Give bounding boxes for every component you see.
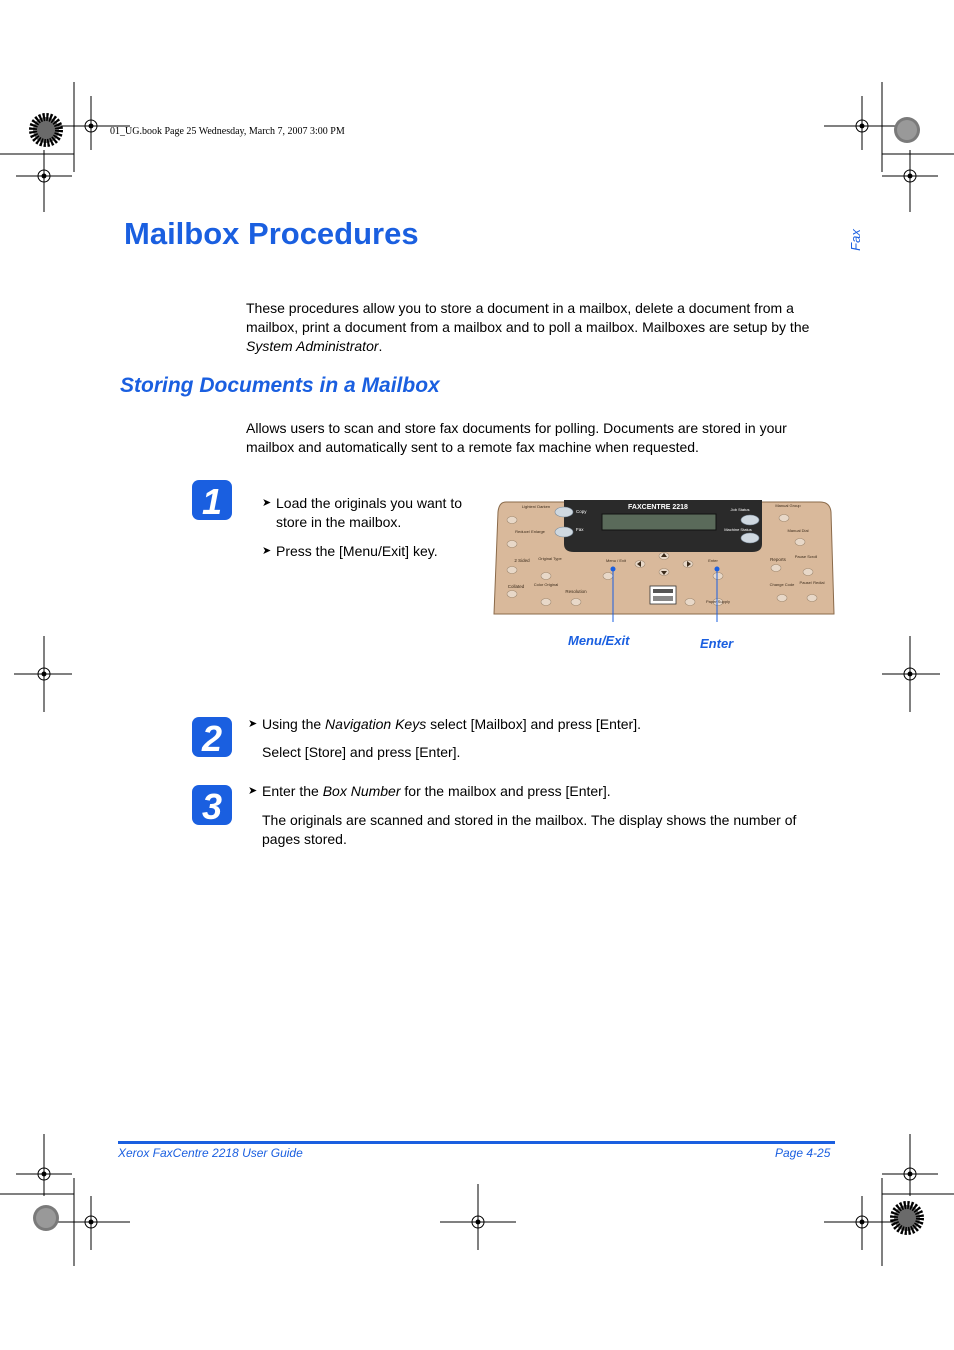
step-2-bullet	[248, 715, 838, 734]
intro-emphasis: System Administrator	[246, 338, 379, 354]
section-tab	[838, 222, 874, 258]
panel-two-sided-label: 2 Sided	[514, 558, 530, 563]
panel-manual-group-label: Manual Group	[775, 503, 801, 508]
step-3-bullet	[248, 782, 838, 801]
callout-menu-exit: Menu/Exit	[568, 633, 630, 648]
bullet-arrow-icon: ➤	[262, 497, 272, 509]
step-1-bullet-1	[262, 494, 472, 532]
step-1-bullet-2	[262, 542, 472, 561]
step-3-number: 3	[201, 786, 223, 825]
step-2-note: Select [Store] and press [Enter].	[262, 744, 461, 760]
step-2-number: 2	[201, 718, 223, 757]
panel-job-status-label: Job Status	[730, 507, 750, 512]
bullet-arrow-icon: ➤	[248, 785, 258, 797]
panel-original-type-label: Original Type	[538, 556, 562, 561]
panel-pause-redial-label: Pause/ Redial	[799, 580, 825, 585]
panel-color-original-label: Color Original	[533, 582, 559, 587]
step-1-number: 1	[201, 481, 223, 520]
footer-guide-title: Xerox FaxCentre 2218 User Guide	[118, 1146, 303, 1160]
intro-text: These procedures allow you to store a document in a mailbox, delete a document from a mailbox, print a document from a mailbox and to poll a mailbox. Mailboxes are setup by the	[246, 300, 810, 335]
panel-copy-label: Copy	[576, 509, 587, 514]
panel-model: FAXCENTRE 2218	[628, 504, 688, 511]
step-3-text: Enter the	[262, 783, 323, 799]
bullet-arrow-icon: ➤	[248, 718, 258, 730]
panel-lighten-label: Lighten/ Darken	[521, 504, 551, 509]
intro-end: .	[378, 338, 383, 354]
step-3-icon	[192, 785, 232, 825]
step-2-text: Using the	[262, 716, 326, 732]
footer-page-number: Page 4-25	[775, 1146, 831, 1160]
panel-reports-label: Reports	[770, 557, 786, 562]
panel-change-code-label: Change Code	[769, 582, 795, 587]
step-2-icon	[192, 717, 232, 757]
step-3-note: The originals are scanned and stored in the mailbox. The display shows the number of pages stored.	[262, 812, 797, 847]
intro-paragraph	[246, 299, 836, 356]
callout-enter: Enter	[700, 636, 734, 651]
panel-paper-supply-label: Paper Supply	[705, 599, 731, 604]
panel-fax-label: Fax	[576, 527, 584, 532]
section-tab-label: Fax	[848, 229, 863, 251]
panel-enter-label: Enter	[708, 558, 718, 563]
book-info: 01_UG.book Page 25 Wednesday, March 7, 2007 3:00 PM	[110, 126, 345, 137]
panel-collated-label: Collated	[507, 584, 525, 589]
control-panel-illustration	[490, 498, 836, 622]
step-1-text-2: Press the [Menu/Exit] key.	[276, 543, 438, 559]
step-3-emphasis: Box Number	[322, 783, 401, 799]
panel-pause-scroll-label: Pause Scroll	[794, 554, 818, 559]
panel-machine-status-label: Machine Status	[724, 527, 752, 532]
section-heading: Storing Documents in a Mailbox	[120, 374, 440, 397]
page-title: Mailbox Procedures	[124, 216, 419, 251]
panel-menu-exit-label: Menu / Exit	[605, 558, 627, 563]
step-2-text-end: select [Mailbox] and press [Enter].	[426, 716, 641, 732]
step-1-icon	[192, 480, 232, 520]
step-2-emphasis: Navigation Keys	[325, 716, 427, 732]
step-1-text-1: Load the originals you want to store in the mailbox.	[276, 495, 463, 530]
panel-resolution-label: Resolution	[565, 589, 587, 594]
panel-reduce-label: Reduce/ Enlarge	[515, 529, 545, 534]
machine-icon	[650, 586, 676, 604]
bullet-arrow-icon: ➤	[262, 545, 272, 557]
section-intro: Allows users to scan and store fax documents for polling. Documents are stored in your mailbox and automatically sent to a remote fax machine when requested.	[246, 420, 787, 455]
panel-manual-dial-label: Manual Dial	[787, 528, 809, 533]
step-3-text-end: for the mailbox and press [Enter].	[400, 783, 611, 799]
footer-rule	[118, 1141, 835, 1144]
